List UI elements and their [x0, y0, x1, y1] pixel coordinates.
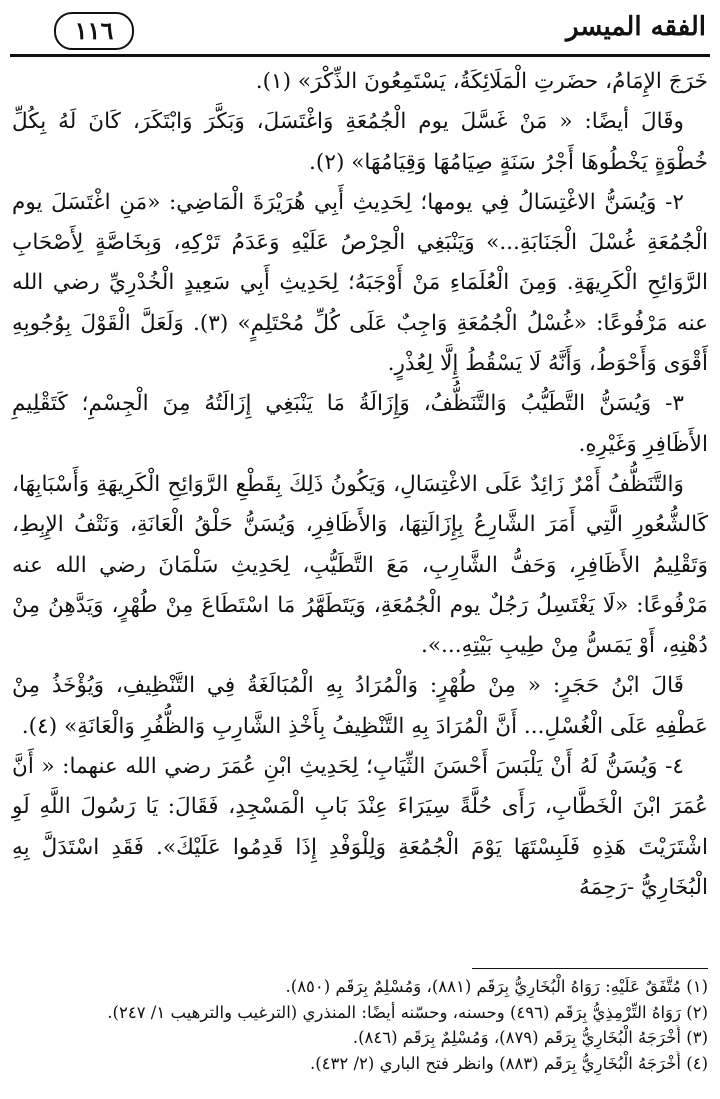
footnote: (١) مُتَّفَقٌ عَلَيْهِ: رَوَاهُ الْبُخَارِيُّ بِرَقَم (٨٨١)، وَمُسْلِمٌ بِرَقَم (٨٥٠).	[285, 977, 708, 996]
footnote: (٤) أَخْرَجَهُ الْبُخَارِيُّ بِرَقَم (٨٨٣) وانظر فتح الباري (٢/ ٤٣٢).	[309, 1053, 708, 1073]
paragraph: وَالتَّنَظُّفُ أَمْرٌ زَائِدٌ عَلَى الاغْتِسَالِ، وَيَكُونُ ذَلِكَ بِقَطْعِ الرَّوَائِحِ الْكَرِيهَةِ وَأَسْبَابِهَا، كَالشُّعُورِ الَّتِي أَمَرَ الشَّارِعُ بِإِزَالَتِهَا، وَالأَظَافِرِ، وَيُسَنُّ حَلْقُ الْعَانَةِ، وَنَتْفُ الإِبِطِ، وَتَقْلِيمُ الأَظَافِرِ، وَحَفُّ الشَّارِبِ، مَعَ التَّطَيُّبِ، لِحَدِيثِ سَلْمَانَ رضي الله عنه مَرْفُوعًا: «لَا يَغْتَسِلُ رَجُلٌ يوم الْجُمُعَةِ، وَيَتَطَهَّرُ مَا اسْتَطَاعَ مِنْ طُهْرٍ، وَيَدَّهِنُ مِنْ دُهْنِهِ، أَوْ يَمَسُّ مِنْ طِيبِ بَيْتِهِ...».	[12, 471, 708, 659]
footnote: (٣) أَخْرَجَهُ الْبُخَارِيُّ بِرَقَم (٨٧٩)، وَمُسْلِمٌ بِرَقَم (٨٤٦).	[352, 1028, 708, 1047]
footnotes	[12, 974, 708, 1076]
main-text	[12, 62, 708, 908]
paragraph: خَرَجَ الإِمَامُ، حضَرتِ الْمَلَائِكَةُ، يَسْتَمِعُونَ الذِّكْرَ» (١).	[255, 69, 708, 94]
page-header	[10, 8, 710, 57]
footnote: (٢) رَوَاهُ التِّرْمِذِيُّ بِرَقَم (٤٩٦) وحسنه، وحسّنه أيضًا: المنذري (الترغيب والترهيب ١/ ٢٤٧).	[107, 1002, 708, 1022]
paragraph: ٢- وَيُسَنُّ الاغْتِسَالُ فِي يومها؛ لِحَدِيثِ أَبِي هُرَيْرَةَ الْمَاضِي: «مَنِ اغْتَسَلَ يوم الْجُمُعَةِ غُسْلَ الْجَنَابَةِ...» وَيَنْبَغِي الْحِرْصُ عَلَيْهِ وَعَدَمُ تَرْكِهِ، وَبِخَاصَّةٍ لِأَصْحَابِ الرَّوَائِحِ الْكَرِيهَةِ. وَمِنَ الْعُلَمَاءِ مَنْ أَوْجَبَهُ؛ لِحَدِيثِ أَبِي سَعِيدٍ الْخُدْرِيِّ رضي الله عنه مَرْفُوعًا: «غُسْلُ الْجُمُعَةِ وَاجِبٌ عَلَى كُلِّ مُحْتَلِمٍ» (٣). وَلَعَلَّ الْقَوْلَ بِوُجُوبِهِ أَقْوَى وَأَحْوَطُ، وَأَنَّهُ لَا يَسْقُطُ إِلَّا لِعُذْرٍ.	[12, 189, 708, 377]
paragraph: ٣- وَيُسَنُّ التَّطَيُّبُ وَالتَّنَظُّفُ، وَإِزَالَةُ مَا يَنْبَغِي إِزَالَتُهُ مِنَ الْجِسْمِ؛ كَتَقْلِيمِ الأَظَافِرِ وَغَيْرِهِ.	[12, 391, 708, 457]
paragraph: ٤- وَيُسَنُّ لَهُ أَنْ يَلْبَسَ أَحْسَنَ الثِّيَابِ؛ لِحَدِيثِ ابْنِ عُمَرَ رضي الله عنهما: « أَنَّ عُمَرَ ابْنَ الْخَطَّابِ، رَأَى حُلَّةً سِيَرَاءَ عِنْدَ بَابِ الْمَسْجِدِ، فَقَالَ: يَا رَسُولَ اللَّهِ لَوِ اشْتَرَيْتَ هَذِهِ فَلَبِسْتَهَا يَوْمَ الْجُمُعَةِ وَلِلْوَفْدِ إِذَا قَدِمُوا عَلَيْكَ». فَقَدِ اسْتَدَلَّ بِهِ الْبُخَارِيُّ -رَحِمَهُ	[12, 754, 708, 900]
paragraph: قَالَ ابْنُ حَجَرٍ: « مِنْ طُهْرٍ: وَالْمُرَادُ بِهِ الْمُبَالَغَةُ فِي التَّنْظِيفِ، وَيُؤْخَذُ مِنْ عَطْفِهِ عَلَى الْغُسْلِ... أَنَّ الْمُرَادَ بِهِ التَّنْظِيفُ بِأَخْذِ الشَّارِبِ وَالظُّفُرِ وَالْعَانَةِ» (٤).	[12, 673, 708, 739]
footnote-divider	[472, 968, 708, 969]
paragraph: وقَالَ أيضًا: « مَنْ غَسَّلَ يوم الْجُمُعَةِ وَاغْتَسَلَ، وَبَكَّرَ وَابْتَكَرَ، كَانَ لَهُ بِكُلِّ خُطْوَةٍ يَخْطُوهَا أَجْرُ سَنَةٍ صِيَامُهَا وَقِيَامُهَا» (٢).	[12, 109, 708, 175]
page-number: ١١٦	[54, 12, 134, 50]
book-title: الفقه الميسر	[565, 12, 706, 42]
